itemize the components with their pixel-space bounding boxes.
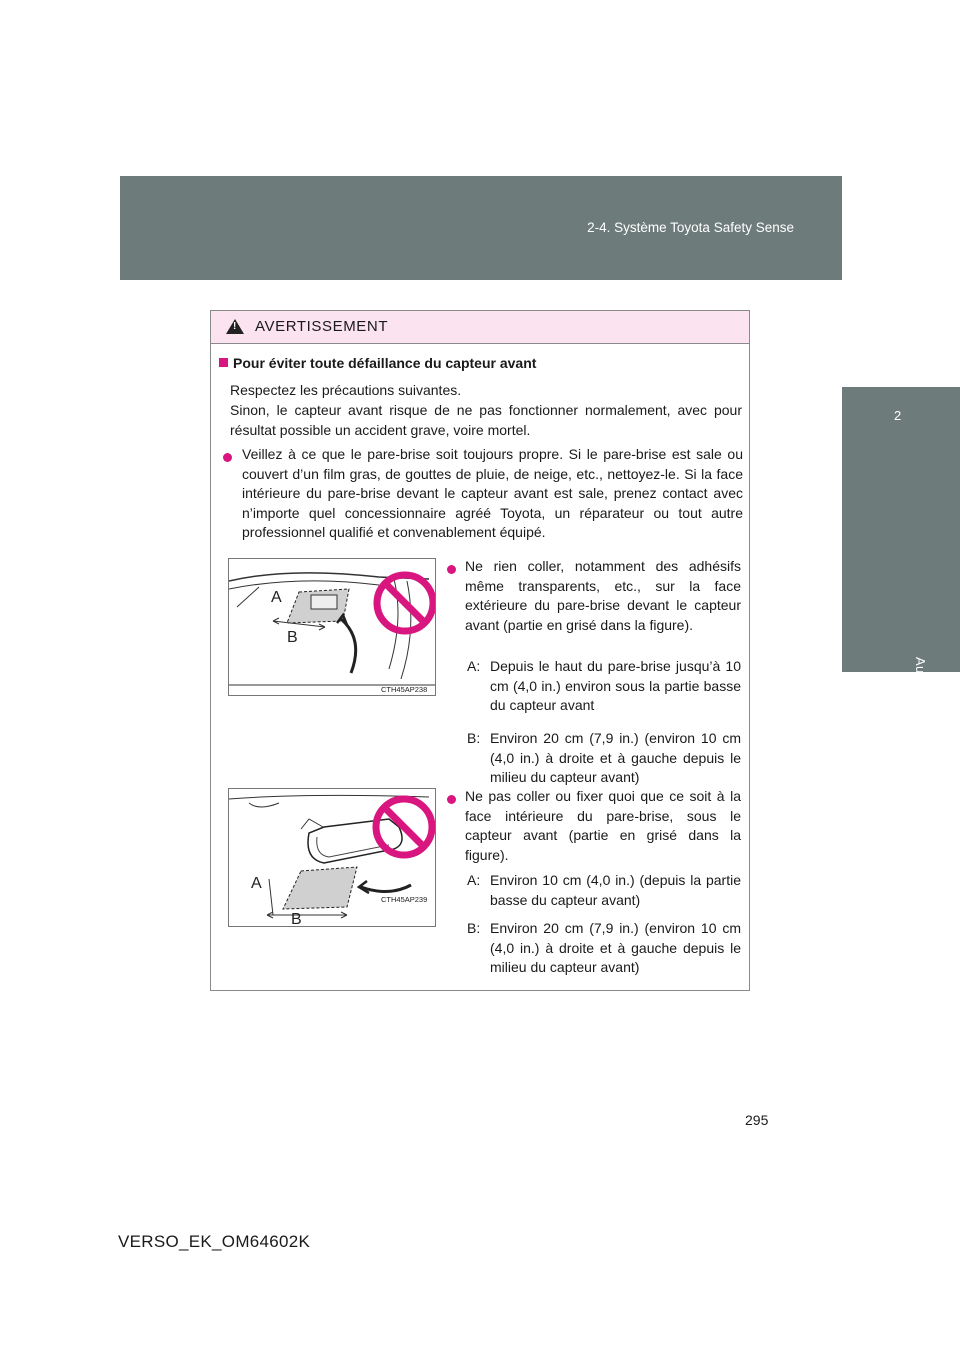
header-band [120,176,842,280]
document-code: VERSO_EK_OM64602K [118,1232,311,1251]
chapter-number: 2 [842,387,960,497]
chapter-tab [842,387,960,714]
figure-outer-windshield [228,558,436,696]
figure2-code: CTH45AP239 [381,895,428,904]
warning-icon [226,319,244,334]
warning-box [210,310,750,991]
figure-outer-windshield-drawing [229,559,435,695]
figure2-label-b: B [291,911,302,927]
bullet-icon [447,795,456,804]
page-number: 295 [745,1112,769,1128]
figure-inner-windshield [228,788,436,927]
bullet-outer-surface: Ne rien coller, notamment des adhésifs même transparents, etc., sur la face extérieure du pare-brise devant le capteur avant (partie en grisé dans la figure). [465,558,741,633]
bullet-inner-surface: Ne pas coller ou fixer quoi que ce soit à la face intérieure du pare-brise, sous le capteur avant (partie en grisé dans la figure). [465,788,741,863]
square-bullet-icon [219,358,228,367]
warning-intro: Respectez les précautions suivantes. Sinon, le capteur avant risque de ne pas fonctionner normalement, avec pour résultat possible un accident grave, voire mortel. [230,382,742,438]
bullet-clean-windshield: Veillez à ce que le pare-brise soit toujours propre. Si le pare-brise est sale ou couvert d’un film gras, de gouttes de pluie, de neige, etc., nettoyez-le. Si la face intérieure du pare-brise devant le capteur avant est sale, prenez contact avec n’importe quel concessionnaire agréé Toyota, un réparateur ou tout autre professionnel qualifié et convenablement équipé. [242,446,743,540]
warning-title: AVERTISSEMENT [255,318,389,335]
definition-a: A: Environ 10 cm (4,0 in.) (depuis la partie basse du capteur avant) [467,872,741,908]
bullet-icon [447,565,456,574]
figure1-label-a: A [271,589,282,606]
figure2-label-a: A [251,875,262,892]
section-title: 2-4. Système Toyota Safety Sense [587,220,794,235]
figure1-code: CTH45AP238 [381,685,428,694]
bullet-icon [223,453,232,462]
chapter-label: Au volant [842,497,960,672]
definition-b: B: Environ 20 cm (7,9 in.) (environ 10 cm (4,0 in.) à droite et à gauche depuis le milieu du capteur avant) [467,920,741,975]
definition-a: A: Depuis le haut du pare-brise jusqu’à 10 cm (4,0 in.) environ sous la partie basse du capteur avant [467,658,741,713]
figure-inner-windshield-drawing [229,789,435,926]
definition-b: B: Environ 20 cm (7,9 in.) (environ 10 cm (4,0 in.) à droite et à gauche depuis le milieu du capteur avant) [467,730,741,785]
warning-header [211,311,749,344]
warning-heading: Pour éviter toute défaillance du capteur avant [219,355,536,371]
figure1-label-b: B [287,629,298,646]
